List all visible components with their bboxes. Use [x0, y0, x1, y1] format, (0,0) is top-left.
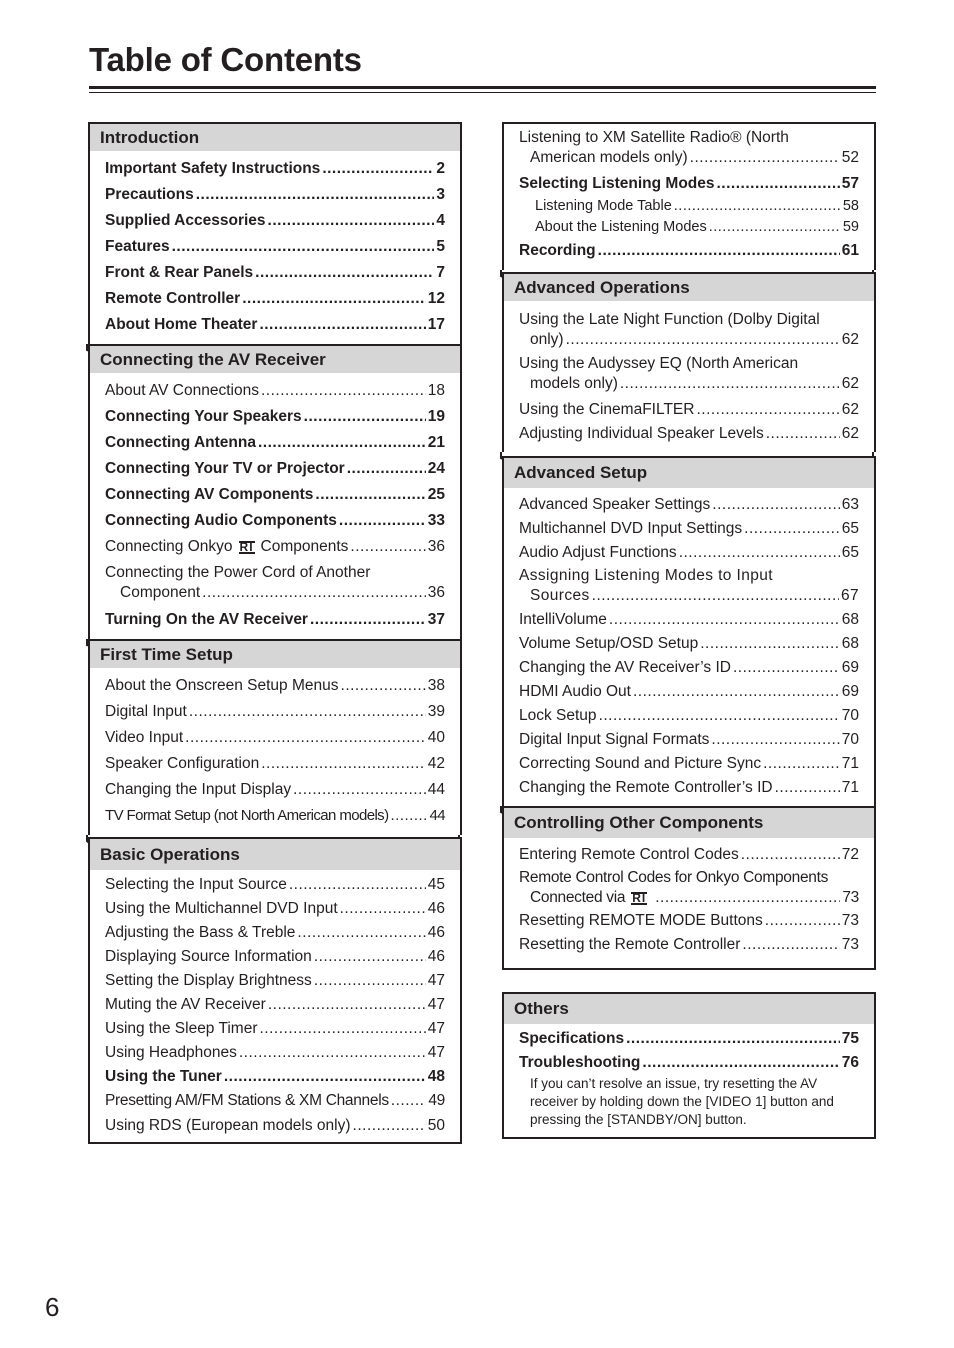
section-introduction	[88, 122, 462, 344]
toc-entry[interactable]: Advanced Speaker Settings ..... 63	[519, 493, 859, 517]
section-heading: Advanced Setup	[504, 458, 874, 488]
toc-entry[interactable]: Changing the AV Receiver’s ID ..... 69	[519, 656, 859, 680]
toc-entry[interactable]: Listening Mode Table ..... 58	[519, 196, 859, 217]
toc-entry[interactable]: Using the Late Night Function (Dolby Digital only) ..... 62	[519, 310, 859, 350]
toc-entry[interactable]: Connecting Antenna ..... 21	[105, 430, 445, 456]
toc-entry[interactable]: Resetting the Remote Controller ..... 73	[519, 933, 859, 957]
toc-entry[interactable]: Front & Rear Panels ..... 7	[105, 260, 445, 286]
toc-entry[interactable]: Using the Sleep Timer ..... 47	[105, 1017, 445, 1041]
toc-entry[interactable]: Using Headphones ..... 47	[105, 1041, 445, 1065]
toc-entry[interactable]: Connecting Your TV or Projector ..... 24	[105, 456, 445, 482]
toc-entry[interactable]: Turning On the AV Receiver ..... 37	[105, 607, 445, 633]
section-controlling-other-components	[502, 806, 876, 970]
toc-entry[interactable]: Digital Input Signal Formats ..... 70	[519, 728, 859, 752]
toc-entry[interactable]: Adjusting Individual Speaker Levels ..... 62	[519, 422, 859, 446]
toc-entry[interactable]: Using the Multichannel DVD Input ..... 46	[105, 897, 445, 921]
toc-entry[interactable]: Using the CinemaFILTER ..... 62	[519, 398, 859, 422]
troubleshooting-note: If you can’t resolve an issue, try resetting the AV receiver by holding down the [VIDEO 1] button and pressing the [STANDBY/ON] button.	[530, 1076, 834, 1127]
left-column	[88, 122, 462, 1144]
toc-entry[interactable]: Troubleshooting ..... 76	[519, 1051, 859, 1075]
toc-entry[interactable]: Adjusting the Bass & Treble ..... 46	[105, 921, 445, 945]
toc-entry[interactable]: Displaying Source Information ..... 46	[105, 945, 445, 969]
page-number: 6	[45, 1292, 60, 1322]
right-column	[502, 122, 876, 1139]
section-basic-operations-continued	[502, 122, 876, 270]
toc-entry[interactable]: Selecting Listening Modes ..... 57	[519, 172, 859, 196]
toc-entry[interactable]: Resetting REMOTE MODE Buttons ..... 73	[519, 909, 859, 933]
section-connecting	[88, 344, 462, 639]
toc-entry[interactable]: Lock Setup ..... 70	[519, 704, 859, 728]
toc-entry[interactable]: Listening to XM Satellite Radio® (North American models only) ..... 52	[519, 128, 859, 168]
toc-entry[interactable]: Remote Control Codes for Onkyo Components Connected via RI ..... 73	[519, 868, 859, 908]
section-others	[502, 992, 876, 1139]
toc-entry[interactable]: Correcting Sound and Picture Sync ..... 71	[519, 752, 859, 776]
toc-entry[interactable]: Entering Remote Control Codes ..... 72	[519, 843, 859, 867]
toc-entry[interactable]: About Home Theater ..... 17	[105, 312, 445, 338]
toc-entry[interactable]: Selecting the Input Source ..... 45	[105, 873, 445, 897]
toc-entry[interactable]: Audio Adjust Functions ..... 65	[519, 541, 859, 565]
toc-entry[interactable]: Recording ..... 61	[519, 238, 859, 264]
title-rule-thick	[89, 86, 876, 89]
toc-entry[interactable]: Specifications ..... 75	[519, 1027, 859, 1051]
toc-entry[interactable]: TV Format Setup (not North American models) ..... 44	[105, 803, 445, 829]
toc-entry[interactable]: Precautions ..... 3	[105, 182, 445, 208]
toc-entry[interactable]: Connecting the Power Cord of Another Component ..... 36	[105, 563, 445, 603]
toc-entry[interactable]: Using the Tuner ..... 48	[105, 1065, 445, 1089]
toc-entry[interactable]: About the Onscreen Setup Menus ..... 38	[105, 673, 445, 699]
toc-entry[interactable]: Speaker Configuration ..... 42	[105, 751, 445, 777]
section-advanced-setup	[502, 456, 876, 806]
toc-entry[interactable]: Changing the Input Display ..... 44	[105, 777, 445, 803]
toc-entry[interactable]: Important Safety Instructions ..... 2	[105, 156, 445, 182]
section-first-time-setup	[88, 639, 462, 835]
toc-entry[interactable]: Using RDS (European models only) ..... 50	[105, 1113, 445, 1138]
toc-entry[interactable]: Features ..... 5	[105, 234, 445, 260]
toc-entry[interactable]: About AV Connections ..... 18	[105, 378, 445, 404]
toc-entry[interactable]: Volume Setup/OSD Setup ..... 68	[519, 632, 859, 656]
toc-entry[interactable]: Connecting AV Components ..... 25	[105, 482, 445, 508]
toc-entry[interactable]: Multichannel DVD Input Settings ..... 65	[519, 517, 859, 541]
section-heading: Connecting the AV Receiver	[90, 346, 460, 373]
toc-entry[interactable]: Supplied Accessories ..... 4	[105, 208, 445, 234]
title-rule-thin	[89, 92, 876, 93]
toc-entry[interactable]: Changing the Remote Controller’s ID ..... 71	[519, 776, 859, 800]
section-heading: Basic Operations	[90, 839, 460, 870]
toc-entry[interactable]: IntelliVolume ..... 68	[519, 608, 859, 632]
section-advanced-operations	[502, 272, 876, 452]
toc-entry[interactable]: Video Input ..... 40	[105, 725, 445, 751]
toc-entry[interactable]: Remote Controller ..... 12	[105, 286, 445, 312]
toc-entry[interactable]: Connecting Your Speakers ..... 19	[105, 404, 445, 430]
ri-logo-icon: RI	[239, 540, 254, 554]
toc-entry[interactable]: Connecting Onkyo RI Components ..... 36	[105, 534, 445, 560]
toc-entry[interactable]: HDMI Audio Out ..... 69	[519, 680, 859, 704]
toc-entry[interactable]: Assigning Listening Modes to Input Sources ..... 67	[519, 566, 859, 606]
toc-entry[interactable]: Using the Audyssey EQ (North American models only) ..... 62	[519, 354, 859, 394]
toc-entry[interactable]: Connecting Audio Components ..... 33	[105, 508, 445, 534]
section-heading: Controlling Other Components	[504, 808, 874, 838]
section-heading: Others	[504, 994, 874, 1024]
section-heading: First Time Setup	[90, 641, 460, 668]
toc-entry[interactable]: Presetting AM/FM Stations & XM Channels ..... 49	[105, 1089, 445, 1113]
section-heading: Advanced Operations	[504, 274, 874, 301]
section-heading: Introduction	[90, 124, 460, 151]
page-title: Table of Contents	[89, 41, 362, 78]
ri-logo-icon: RI	[632, 891, 647, 905]
section-basic-operations	[88, 837, 462, 1144]
toc-entry[interactable]: Setting the Display Brightness ..... 47	[105, 969, 445, 993]
toc-entry[interactable]: Muting the AV Receiver ..... 47	[105, 993, 445, 1017]
toc-entry[interactable]: About the Listening Modes ..... 59	[519, 217, 859, 238]
toc-entry[interactable]: Digital Input ..... 39	[105, 699, 445, 725]
